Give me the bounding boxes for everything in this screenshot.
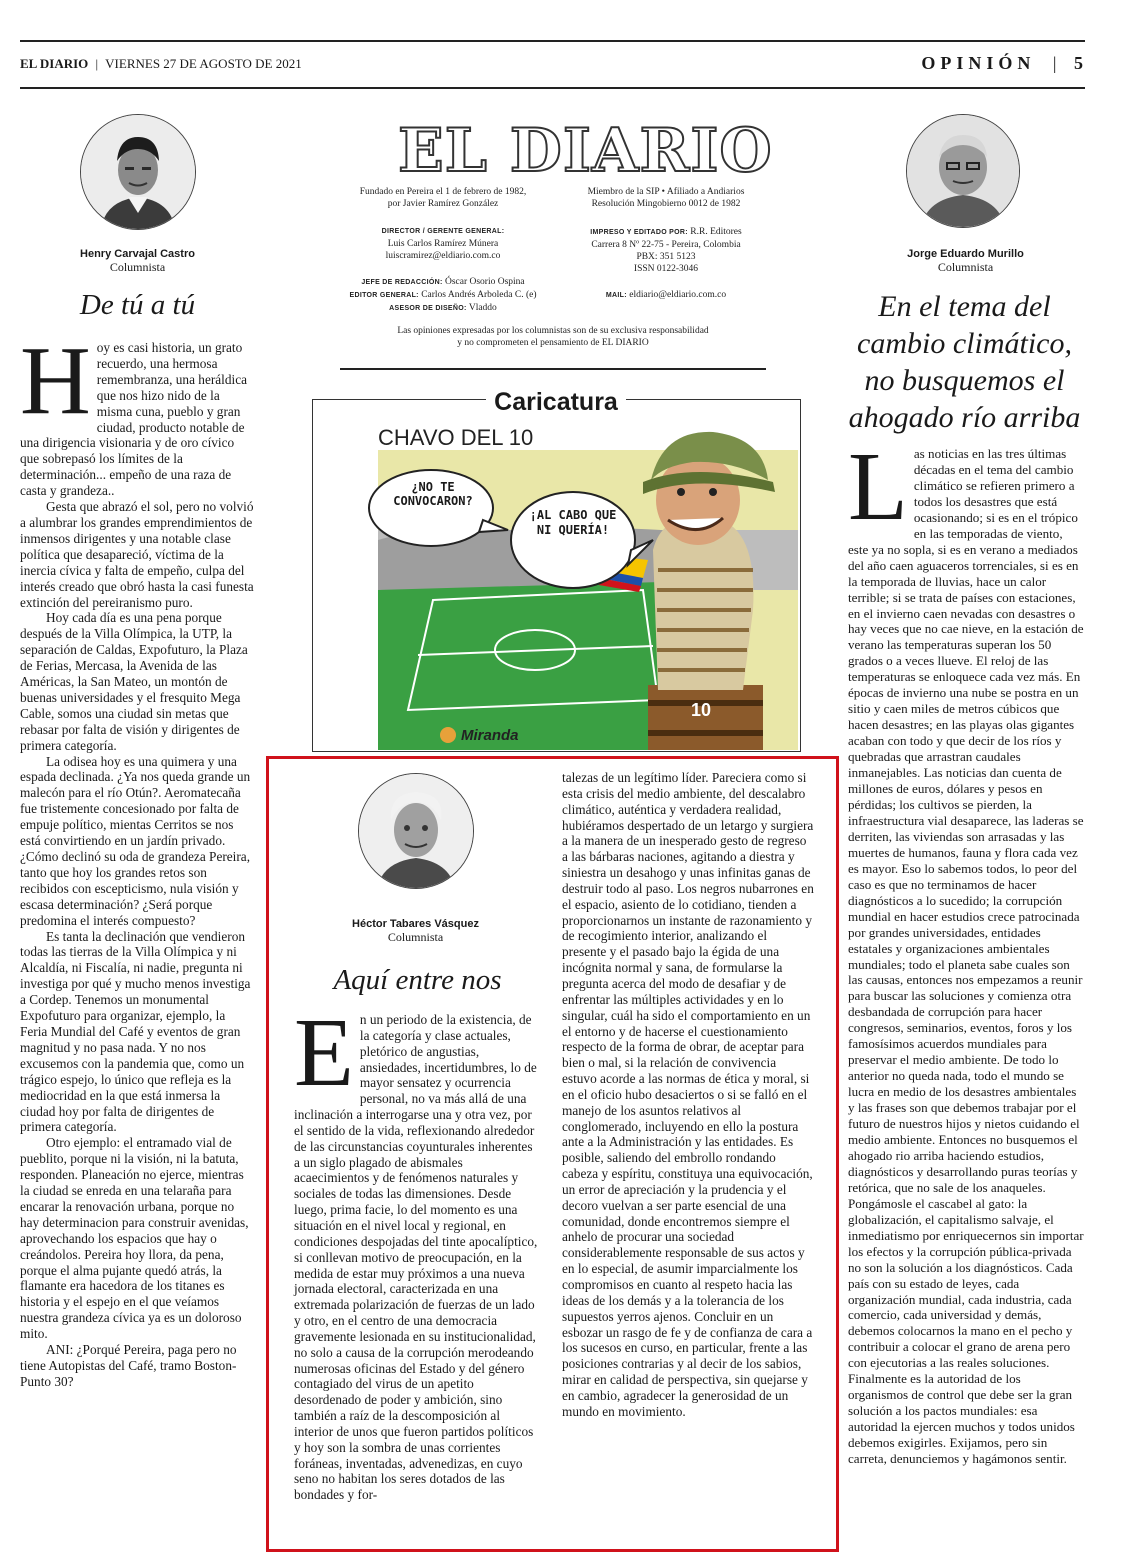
- director-label: DIRECTOR / GERENTE GENERAL:: [381, 228, 505, 235]
- paragraph: Otro ejemplo: el entramado vial de pueblito, porque ni la visión, ni la batuta, responden. Planeación no ejerce, mientras la ciudad se enreda en una telaraña para encarar la renovación urbana, porque no hay determinacion para construir avenidas, aprovechando los espacios que hay o creándolos. Pereira hoy llora, da pena, porque el alma pujante quedó atrás, la flamante era hacedora de los titanes es historia y el espejo en el que veíamos nuestra grandeza cívica ya es un doloroso mito.: [20, 1135, 249, 1342]
- director-email: luiscramirez@eldiario.com.co: [385, 251, 501, 261]
- mail-address[interactable]: eldiario@eldiario.com.co: [629, 290, 727, 300]
- masthead-member: [566, 186, 766, 210]
- director-name: Luis Carlos Ramírez Múnera: [387, 239, 499, 249]
- column-title-left: De tú a tú: [79, 289, 196, 321]
- title-line: no busquemos el: [864, 364, 1065, 397]
- chief-label: JEFE DE REDACCIÓN:: [361, 279, 443, 286]
- paragraph: n un periodo de la existencia, de la categoría y clase actuales, pletórico de angustias, ansiedades, incertidumbres, lo de mayor sensatez y ocurrencia personal, no va más allá de una inclinación a interrogarse una y otra vez, por el sentido de la vida, reflexionando alrededor de las circunstancias coyunturales inherentes a un siglo plagado de abismales acaecimientos y de fenómenos naturales y sociales de todas las dimensiones. Desde luego, prima facie, lo del momento es una situación en el nivel local y regional, en condiciones despojadas del tinte apocalíptico, si conllevan motivo de preocupación, en la medida de estar muy próximos a una nueva jornada electoral, caracterizada en una extremada polarización de fuerzas de un lado y otro, en el centro de una democracia gravemente lesionada en su institucionalidad, no solo a causa de la corrupción merodeando numerosas oficinas del Estado y del género contagiado del virus de un apetito desordenado de poder y ambición, sino también a raíz de la descomposición al interior de unos que fueron partidos políticos y hoy son la sombra de unas corrientes foráneas, inventadas, advenedizas, en cuyo seno no habitan los seres dotados de las bondades y for-: [294, 1012, 538, 1503]
- resolution-line: Resolución Mingobierno 0012 de 1982: [591, 199, 741, 209]
- printer-name: R.R. Editores: [690, 227, 742, 237]
- author-role-center: Columnista: [387, 930, 444, 944]
- cartoon-title: CHAVO DEL 10: [378, 425, 534, 450]
- disclaimer-line-1: Las opiniones expresadas por los columnistas son de su exclusiva responsabilidad: [397, 326, 709, 336]
- founded-line: Fundado en Pereira el 1 de febrero de 1982,: [359, 187, 527, 197]
- title-line: En el tema del: [878, 290, 1051, 323]
- article-body-right: [848, 433, 1084, 1467]
- page-number: 5: [1074, 53, 1083, 73]
- printer-label: IMPRESO Y EDITADO POR:: [590, 229, 688, 236]
- printer-address: Carrera 8 Nº 22-75 - Pereira, Colombia: [591, 240, 741, 250]
- design-label: ASESOR DE DISEÑO:: [389, 305, 467, 312]
- dropcap-left: H: [20, 327, 91, 435]
- paper-name: EL DIARIO: [20, 56, 89, 71]
- article-body-left: [20, 327, 254, 1390]
- author-name-left: Henry Carvajal Castro: [80, 248, 195, 260]
- paragraph: oy es casi historia, un grato recuerdo, una hermosa remembranza, una heráldica que nos hizo nido de la misma cuna, pueblo y gran ciudad, producto notable de una dirigencia visionaria y de oro cívico que sobrepasó los límites de la determinación... empeño de una raza de casta y grandeza..: [20, 340, 248, 499]
- author-block-left: [60, 248, 215, 275]
- masthead-founded: [343, 186, 543, 210]
- speech-bubble-2: ¡AL CABO QUE NI QUERÍA!: [529, 508, 617, 537]
- cartoon-frame: [312, 399, 801, 752]
- page-header-left: [20, 56, 302, 72]
- column-title-right: [842, 288, 1087, 436]
- masthead-mail: [566, 289, 766, 302]
- chief-name: Óscar Osorio Ospina: [444, 277, 525, 287]
- paragraph: ANI: ¿Porqué Pereira, paga pero no tiene Autopistas del Café, tramo Boston-Punto 30?: [20, 1342, 237, 1389]
- article-body-center-col1: [294, 999, 539, 1503]
- paragraph: Gesta que abrazó el sol, pero no volvió a alumbrar los grandes emprendimientos de inmensos dirigentes y una notable clase política que desapareció, víctima de la inercia cívica y falta de empeño, culpa del interés creado que obró hasta la casi funesta extinción del pereiranismo puro.: [20, 499, 254, 610]
- author-photo-center: [358, 773, 474, 889]
- author-block-center: [338, 918, 493, 945]
- mail-label: MAIL:: [605, 292, 627, 299]
- cartoonist-signature: Miranda: [461, 727, 519, 744]
- title-line: cambio climático,: [857, 327, 1072, 360]
- issue-date: VIERNES 27 DE AGOSTO DE 2021: [105, 56, 302, 71]
- header-separator: |: [95, 56, 99, 71]
- masthead-disclaimer: [343, 325, 763, 349]
- issn: ISSN 0122-3046: [633, 264, 699, 274]
- printer-pbx: PBX: 351 5123: [636, 252, 696, 262]
- barrel-number: 10: [691, 700, 712, 720]
- author-name-center: Héctor Tabares Vásquez: [352, 918, 479, 930]
- masthead-logo: EL DIARIO: [398, 116, 773, 186]
- section-name: OPINIÓN: [921, 53, 1036, 73]
- dropcap-center: E: [294, 999, 354, 1107]
- masthead-printer: [566, 226, 766, 275]
- dropcap-right: L: [848, 433, 908, 541]
- author-role-right: Columnista: [937, 260, 994, 274]
- cartoon-heading: Caricatura: [486, 388, 626, 417]
- design-name: Vladdo: [468, 303, 497, 313]
- paragraph: Es tanta la declinación que vendieron todas las tierras de la Villa Olímpica y ni Alcaldía, ni Fiscalía, ni nadie, pregunta ni investiga por qué y mucho menos investiga a Cordep. Tenemos un monumental Expofuturo para organizar, ejemplo, la Feria Mundial del Café y eventos de gran magnitud y no pasa nada. Y no nos excusemos con la pandemia que, como un trágico espejo, lo único que refleja es la mediocridad en la que está inmersa la ciudad hoy por falta de dirigentes de primera categoría.: [20, 928, 251, 1135]
- column-title-center: Aquí entre nos: [333, 964, 502, 996]
- editor-label: EDITOR GENERAL:: [349, 292, 419, 299]
- founder-line: por Javier Ramírez González: [387, 199, 499, 209]
- author-photo-right: [906, 114, 1020, 228]
- article-body-center-col2: [562, 770, 814, 1420]
- paragraph: La odisea hoy es una quimera y una espada declinada. ¿Ya nos queda grande un malecón para el río Otún?. Aeromatecaña fue tristemente concesionado por falta de empuje político, mientas Cerritos se nos está convirtiendo en un jardín privado. ¿Cómo declinó su oda de grandeza Pereira, tanto que hoy los grandes retos son recibidos con escepticismo, nula visión y escasa determinación? ¿Será porque predomina el interés compuesto?: [20, 753, 251, 928]
- paragraph: Hoy cada día es una pena porque después de la Villa Olímpica, la UTP, la separación de Caldas, Expofuturo, la Plaza de Ferias, Mercasa, la Avenida de las Américas, la San Mateo, un montón de buenas universidades y el fresquito Mega Cable, somos una ciudad sin metas que rebasar por falta de visión y dirigentes de primera categoría.: [20, 610, 248, 753]
- author-role-left: Columnista: [109, 260, 166, 274]
- masthead-director: [343, 226, 543, 262]
- page-header-right: OPINIÓN | 5: [921, 53, 1083, 73]
- paragraph: talezas de un legítimo líder. Pareciera como si esta crisis del medio ambiente, del descalabro climático, auténtica y verdadera realidad, hubiéramos despertado de un letargo y surgiera a la manera de un inesperado gesto de regreso a las bárbaras naciones, agitando a diestra y siniestra un desahogo y unas infinitas ganas de destruir todo al paso. Los negros nubarrones en el espacio, asiento de lo cotidiano, tienden a proporcionarnos un instante de razonamiento y de recogimiento interior, analizando el presente y el pasado bajo la égida de una incógnita normal y sana, de formularse la pregunta acerca del modo de desafiar y de enfrentar las múltiples actividades y en lo singular, cuál ha sido el comportamiento en un el entorno y de hacerse el cuestionamiento respecto de la forma de obrar, de aceptar para bien o mal, si la relación de convivencia estuvo acorde a las normas de ética y moral, si en el oficio hubo desaciertos o si se falló en el manejo de los asuntos relativos al conglomerado, incluyendo en ello la postura ante a la Administración y las entidades. Es posible, saliendo del embrollo rondando cabeza y espíritu, constituya una equivocación, un error de apreciación y la prudencia y el decoro vuelvan a ser parte esencial de una comunidad, donde encontremos siempre el anhelo de procurar una sociedad considerablemente responsable de sus actos y en lo especial, de asumir imparcialmente los compromisos en cuanto al respeto hacia las ideas de los demás y a la tolerancia de los supuestos yerros ajenos. Concluir en un esbozar un rasgo de fe y de confianza de cara a los sucesos en curso, en particular, frente a las posiciones contrarias y al decir de los sabios, mirar en calidad de perspectiva, sin quejarse y en cambio, agradecer la generosidad de un mundo en movimiento.: [562, 770, 814, 1419]
- paragraph: as noticias en las tres últimas décadas en el tema del cambio climático se refieren primero a todos los desastres que está ocasionando; si es en el trópico en las temporadas de viento, este ya no sopla, si es en verano a mediados del año caen aguaceros torrenciales, si es en la temporada de lluvias, hace un calor terrible; si se trata de países con estaciones, en el invierno caen nevadas con desastres o hay veces que no cae nieve, en la estación de verano las temperaturas superan los 50 grados o a veces llueve. El reloj de las temperaturas se enloquece cada vez más. En épocas de invierno una nube se postra en un sitio y caen miles de metros cúbicos que hacen desastres; en las playas olas gigantes acaban con todo y que decir de los ríos y quebradas que arrastran caudales inmanejables. Las noticias dan cuenta de millones de euros, dólares y pesos en pérdidas; los cultivos se pierden, la infraestructura vial desaparece, las laderas se derriten, las viviendas son arrasadas y las muertes de humanos, fauna y flora cada vez es mayor. Eso lo sabemos todos, lo peor del caso es que no terminamos de hacer diagnósticos a lo sucedido; la corrupción mundial en hacer estudios crece patrocinada por grandes universidades, entidades estatales y organizaciones ambientales mundiales; todo el planeta sabe cuales son las causas, entonces nos empezamos a reunir para buscar las soluciones y comienza otra desbandada de corrupción para hacer congresos, seminarios, eventos, foros y los famosísimos acuerdos mundiales para preservar el medio ambiente. De todo lo anterior no queda nada, todo el mundo se lucra en medio de los desastres ambientales y las frases son que debemos trabajar por el futuro de nuestros hijos y nietos cuidando el medio ambiente. Entonces no busquemos el ahogado rio arriba haciendo estudios, diagnósticos y desarrollando puras teorías y retórica, que no sale de los anaqueles. Pongámosle el cascabel al gato: la globalización, el capitalismo salvaje, el inmediatismo por enriquecernos sin importar los efectos y la corrupción pública-privada no son la solución a los diagnósticos. Cada país con su estado de leyes, cada organización mundial, cada industria, cada comercio, cada universidad y demás, debemos colocarnos la mano en el pecho y contribuir a colocar el grano de arena pero con ejecutorias a las reales soluciones. Finalmente es la autoridad de los organismos de control que debe ser la gran solución a los pactos mundiales: esa autoridad la ejercen muchos y todos unidos debemos exigirles. Exijamos, pero sin carreta, denunciemos y hagámonos sentir.: [848, 446, 1084, 1467]
- author-block-right: [888, 248, 1043, 275]
- title-line: ahogado río arriba: [848, 401, 1081, 434]
- top-rule: [20, 40, 1085, 42]
- editor-name: Carlos Andrés Arboleda C. (e): [421, 290, 537, 300]
- speech-bubble-1: ¿NO TE CONVOCARON?: [393, 480, 473, 508]
- author-photo-left: [80, 114, 196, 230]
- author-name-right: Jorge Eduardo Murillo: [907, 248, 1024, 260]
- cartoon-illustration: [313, 400, 800, 751]
- member-line: Miembro de la SIP • Afiliado a Andiarios: [587, 187, 745, 197]
- disclaimer-line-2: y no comprometen el pensamiento de EL DIARIO: [457, 338, 649, 348]
- masthead-staff: [333, 276, 553, 315]
- header-rule: [20, 87, 1085, 89]
- masthead-rule: [340, 368, 766, 370]
